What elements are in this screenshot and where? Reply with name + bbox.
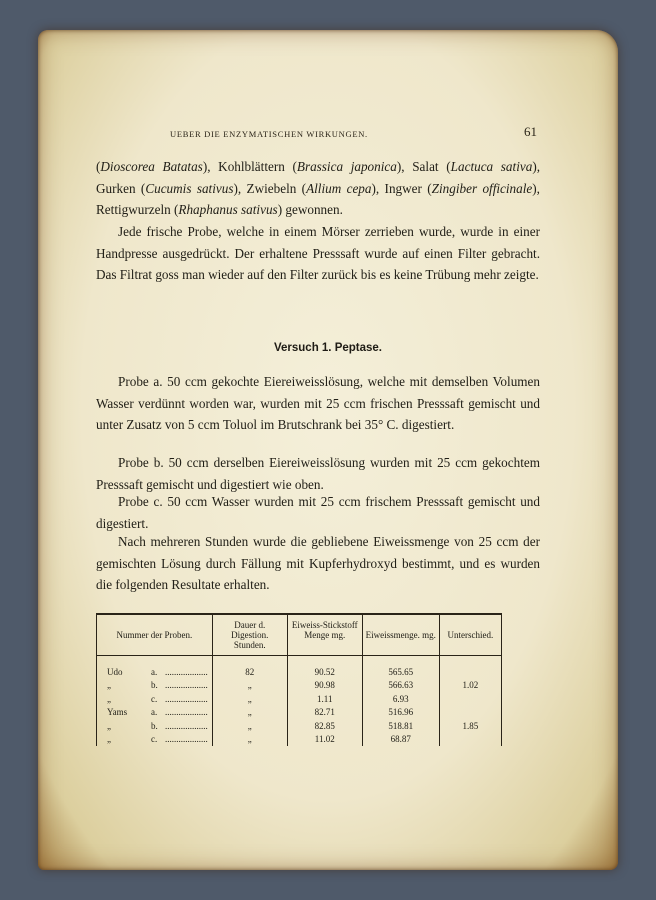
probe-name: „ (107, 734, 111, 745)
nitrogen-cell: 90.52 (287, 656, 362, 679)
protein-cell: 68.87 (362, 733, 439, 747)
table-row: „ c. ................... „ 1.11 6.93 (97, 692, 502, 706)
nitrogen-cell: 82.85 (287, 719, 362, 733)
table-row: Udo a. ................... 82 90.52 565.65 1.02 (97, 656, 502, 679)
book-page (38, 30, 618, 870)
probe-name: Yams (107, 707, 128, 718)
nitrogen-cell: 90.98 (287, 679, 362, 693)
difference-cell: 1.02 (439, 656, 501, 706)
table-row: „ b. ................... „ 82.85 518.81 (97, 719, 502, 733)
duration-cell: 82 (212, 656, 287, 679)
probe-name: „ (107, 720, 111, 731)
results-table (96, 613, 502, 746)
paragraph-probe-b: Probe b. 50 ccm derselben Eiereiweisslösung wurden mit 25 ccm gekochtem Presssaft gemischt und digestiert wie oben. (96, 455, 540, 492)
paragraph-probe-c: Probe c. 50 ccm Wasser wurden mit 25 ccm frischem Presssaft gemischt und digestiert. (96, 494, 540, 531)
header-protein: Eiweissmenge. mg. (362, 614, 439, 656)
table-header-row (97, 614, 502, 656)
nitrogen-cell: 11.02 (287, 733, 362, 747)
difference-cell: 1.85 (439, 706, 501, 747)
protein-cell: 518.81 (362, 719, 439, 733)
probe-name: „ (107, 693, 111, 704)
section-heading: Versuch 1. Peptase. (273, 342, 383, 354)
probe-name: Udo (107, 666, 123, 677)
paragraph-closing: Nach mehreren Stunden wurde die gebliebene Eiweissmenge von 25 ccm der gemischten Lösung durch Fällung mit Kupferhydroxyd bestimmt, und es wurden die folgenden Resultate erhalten. (96, 534, 540, 592)
probe-name: „ (107, 680, 111, 691)
duration-cell: „ (212, 733, 287, 747)
duration-cell: „ (212, 679, 287, 693)
duration-cell: „ (212, 719, 287, 733)
header-nitrogen: Eiweiss-Stickstoff Menge mg. (287, 614, 362, 656)
paragraph-method: Jede frische Probe, welche in einem Mörser zerrieben wurde, wurde in einer Handpresse ausgedrückt. Der erhaltene Presssaft wurde auf einen Filter gebracht. Das Filtrat goss man wieder auf den Filter zurück bis es keine Trübung mehr zeigte. (96, 224, 540, 282)
protein-cell: 6.93 (362, 692, 439, 706)
paragraph-plant-list: (Dioscorea Batatas), Kohlblättern (Brassica japonica), Salat (Lactuca sativa), Gurken (Cucumis sativus), Zwiebeln (Allium cepa), Ingwer (Zingiber officinale), Rettigwurzeln (Rhaphanus sativus) gewonnen. (96, 159, 541, 217)
running-title: UEBER DIE ENZYMATISCHEN WIRKUNGEN. (170, 129, 368, 139)
header-probe: Nummer der Proben. (97, 614, 213, 656)
header-duration: Dauer d. Digestion. Stunden. (212, 614, 287, 656)
table-row: „ b. ................... „ 90.98 566.63 (97, 679, 502, 693)
paragraph-probe-a: Probe a. 50 ccm gekochte Eiereiweisslösung, welche mit demselben Volumen Wasser verdünnt worden war, wurden mit 25 ccm frischen Presssaft gemischt und unter Zusatz von 5 ccm Toluol im Brutschrank bei 35° C. digestiert. (96, 374, 540, 432)
duration-cell: „ (212, 706, 287, 720)
protein-cell: 566.63 (362, 679, 439, 693)
protein-cell: 565.65 (362, 656, 439, 679)
header-difference: Unterschied. (439, 614, 501, 656)
duration-cell: „ (212, 692, 287, 706)
table-row: „ c. ................... „ 11.02 68.87 (97, 733, 502, 747)
nitrogen-cell: 1.11 (287, 692, 362, 706)
nitrogen-cell: 82.71 (287, 706, 362, 720)
table-row: Yams a. ................... „ 82.71 516.96 1.85 (97, 706, 502, 720)
protein-cell: 516.96 (362, 706, 439, 720)
page-number: 61 (524, 124, 537, 139)
